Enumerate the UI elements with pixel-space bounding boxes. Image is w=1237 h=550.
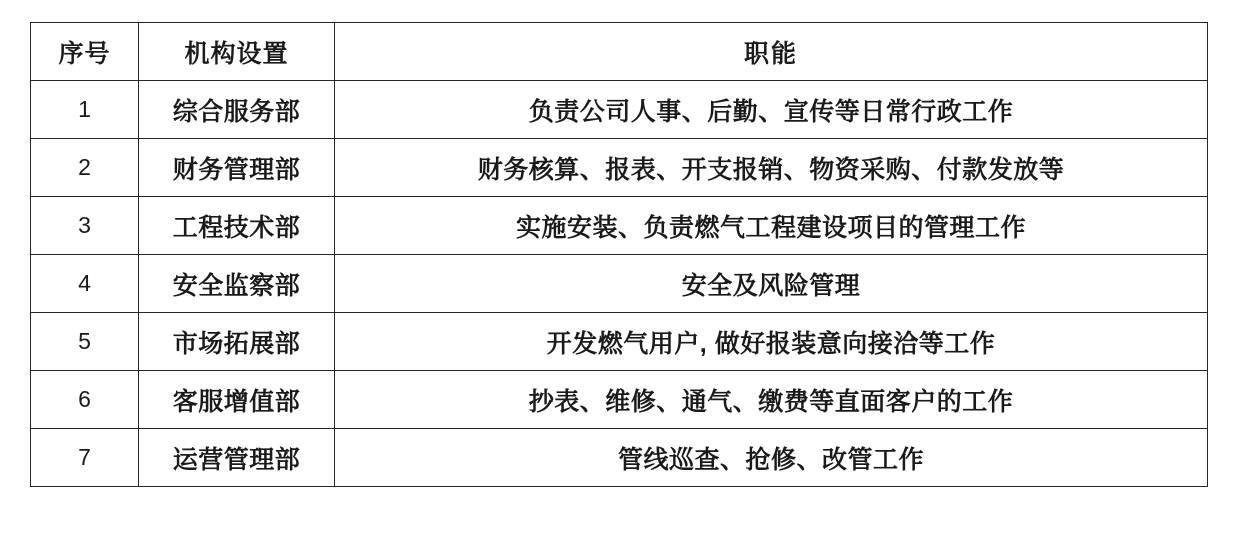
table-row — [31, 429, 1208, 487]
table-body — [31, 81, 1208, 487]
cell-duty: 开发燃气用户, 做好报装意向接洽等工作 — [335, 313, 1208, 371]
column-header-department: 机构设置 — [139, 23, 335, 81]
table-header — [31, 23, 1208, 81]
table-row — [31, 255, 1208, 313]
table-row — [31, 197, 1208, 255]
cell-duty: 安全及风险管理 — [335, 255, 1208, 313]
organization-structure-table — [30, 22, 1208, 487]
table-row — [31, 371, 1208, 429]
table-row — [31, 139, 1208, 197]
cell-department: 运营管理部 — [139, 429, 335, 487]
cell-index: 4 — [31, 255, 139, 313]
column-header-duty: 职能 — [335, 23, 1208, 81]
cell-duty: 管线巡查、抢修、改管工作 — [335, 429, 1208, 487]
cell-department: 安全监察部 — [139, 255, 335, 313]
cell-duty: 抄表、维修、通气、缴费等直面客户的工作 — [335, 371, 1208, 429]
cell-index: 5 — [31, 313, 139, 371]
cell-department: 市场拓展部 — [139, 313, 335, 371]
table-header-row — [31, 23, 1208, 81]
table-row — [31, 81, 1208, 139]
cell-index: 2 — [31, 139, 139, 197]
column-header-index: 序号 — [31, 23, 139, 81]
cell-duty: 财务核算、报表、开支报销、物资采购、付款发放等 — [335, 139, 1208, 197]
cell-index: 7 — [31, 429, 139, 487]
cell-duty: 负责公司人事、后勤、宣传等日常行政工作 — [335, 81, 1208, 139]
cell-index: 3 — [31, 197, 139, 255]
cell-department: 工程技术部 — [139, 197, 335, 255]
cell-department: 综合服务部 — [139, 81, 335, 139]
cell-department: 客服增值部 — [139, 371, 335, 429]
cell-department: 财务管理部 — [139, 139, 335, 197]
cell-index: 6 — [31, 371, 139, 429]
table-row — [31, 313, 1208, 371]
cell-duty: 实施安装、负责燃气工程建设项目的管理工作 — [335, 197, 1208, 255]
cell-index: 1 — [31, 81, 139, 139]
